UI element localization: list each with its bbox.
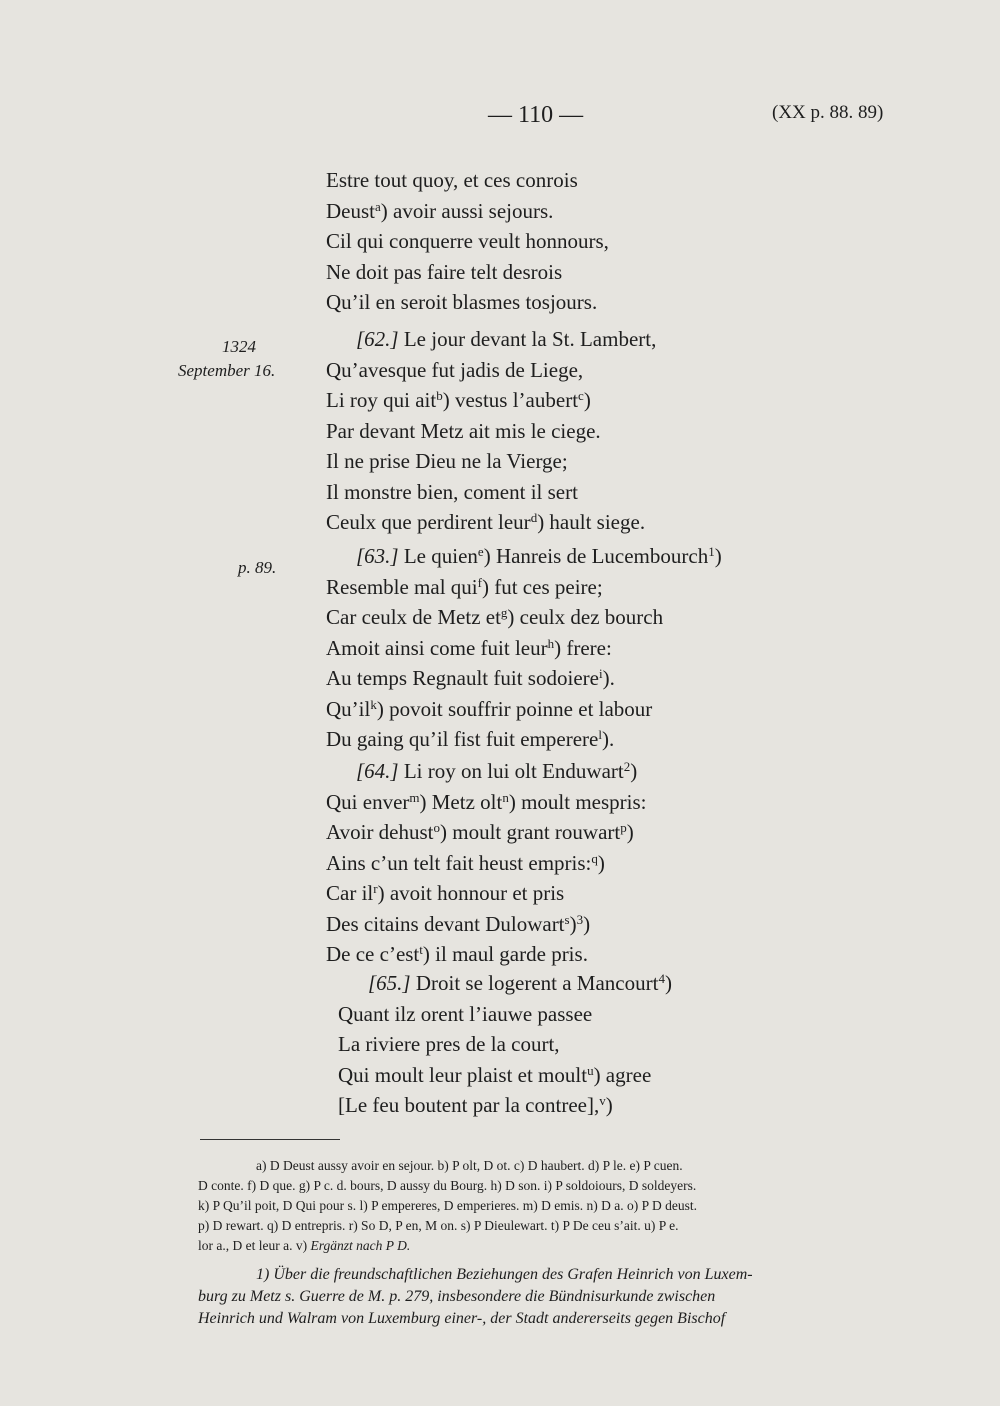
- variant-note-line: p) D rewart. q) D entrepris. r) So D, P en, M on. s) P Dieulewart. t) P De ceu s’ait. u) P e.: [198, 1218, 679, 1233]
- variant-note-line: D conte. f) D que. g) P c. d. bours, D aussy du Bourg. h) D son. i) P soldoiours, D soldeyers.: [198, 1178, 697, 1193]
- stanza-65: [338, 968, 672, 1121]
- verse-line: Deust$^a$) avoir aussi sejours.: [326, 198, 554, 223]
- margin-date: September 16.: [178, 361, 276, 380]
- stanza-intro: [326, 165, 609, 318]
- stanza-62: [326, 324, 656, 538]
- verse-line: Quant ilz orent l’iauwe passee: [338, 1001, 593, 1026]
- verse-line: Qui enver$^m$) Metz olt$^n$) moult mespris:: [326, 789, 647, 814]
- margin-year: 1324: [222, 337, 256, 356]
- verse-line: Qui moult leur plaist et moult$^u$) agree: [338, 1062, 652, 1087]
- verse-line: [63.] Le quien$^e$) Hanreis de Lucembourch$^1$): [356, 544, 722, 568]
- verse-line: Resemble mal qui$^f$) fut ces peire;: [326, 574, 603, 599]
- verse-line: Il ne prise Dieu ne la Vierge;: [326, 449, 568, 473]
- verse-line: Qu’il en seroit blasmes tosjours.: [326, 290, 598, 314]
- stanza-number: [62.]: [356, 327, 399, 351]
- page-reference: (XX p. 88. 89): [772, 102, 884, 123]
- variant-notes: [198, 1156, 938, 1256]
- verse-line: $Qu’il^k$) povoit souffrir poinne et labour: [326, 696, 653, 721]
- verse-line: Estre tout quoy, et ces conrois: [326, 168, 578, 192]
- stanza-number: [65.]: [368, 971, 411, 995]
- footnote-line: Heinrich und Walram von Luxemburg einer-, der Stadt andererseits gegen Bischof: [198, 1310, 726, 1327]
- variant-note-line: k) P Qu’il poit, D Qui pour s. l) P empereres, D emperieres. m) D emis. n) D a. o) P D deust.: [198, 1198, 698, 1213]
- verse-line: [62.] Le jour devant la St. Lambert,: [356, 327, 657, 351]
- verse-line: Ceulx que perdirent leur$^d$) hault siege.: [326, 510, 646, 534]
- margin-page-ref: p. 89.: [238, 558, 277, 577]
- verse-line: Par devant Metz ait mis le ciege.: [326, 418, 601, 443]
- verse-line: Ne doit pas faire telt desrois: [326, 259, 563, 284]
- verse-line: [64.] Li roy on lui olt Enduwart$^2$): [356, 759, 638, 783]
- variant-note-line: lor a., D et leur a. v) Ergänzt nach P D.: [198, 1238, 411, 1253]
- verse-line: Amoit ainsi come fuit leur$^h$) frere:: [326, 635, 612, 660]
- verse-line: Car $il^r$) avoit honnour et pris: [326, 881, 565, 905]
- verse-line: Cil qui conquerre veult honnours,: [326, 229, 609, 253]
- stanza-number: [64.]: [356, 759, 399, 783]
- verse-line: Li roy qui ait$^b$) vestus l’aubert$^c$): [326, 388, 591, 412]
- footnote-line: burg zu Metz s. Guerre de M. p. 279, insbesondere die Bündnisurkunde zwischen: [198, 1288, 716, 1305]
- verse-line: Au temps Regnault fuit sodoiere$^i$).: [326, 666, 615, 690]
- verse-line: De ce c’est$^t$) il maul garde pris.: [326, 942, 588, 966]
- verse-line: La riviere pres de la court,: [338, 1032, 560, 1056]
- verse-line: [Le feu boutent par la contree],$^v$): [338, 1093, 613, 1117]
- verse-line: Ains c’un telt fait heust empris:$^q$): [326, 850, 605, 875]
- verse-line: Des citains devant Dulowart$^s$)$^3$): [326, 911, 591, 936]
- footnote-line: 1) Über die freundschaftlichen Beziehungen des Grafen Heinrich von Luxem-: [256, 1266, 753, 1283]
- verse-line: Qu’avesque fut jadis de Liege,: [326, 357, 584, 382]
- verse-line: [65.] Droit se logerent a Mancourt$^4$): [368, 971, 672, 995]
- verse-line: Avoir dehust$^o$) moult grant rouwart$^p$): [326, 820, 634, 844]
- variant-note-line: a) D Deust aussy avoir en sejour. b) P olt, D ot. c) D haubert. d) P le. e) P cuen.: [256, 1158, 683, 1173]
- footnote-rule: [200, 1139, 340, 1140]
- stanza-63: [326, 541, 722, 755]
- verse-line: Car ceulx de Metz $et^g$) ceulx dez bourch: [326, 605, 664, 629]
- stanza-number: [63.]: [356, 544, 399, 568]
- verse-line: Du gaing qu’il fist fuit emperere$^l$).: [326, 727, 615, 751]
- footnote: [198, 1264, 938, 1330]
- page-number: — 110 —: [488, 102, 584, 128]
- stanza-64: [326, 756, 647, 970]
- verse-line: Il monstre bien, coment il sert: [326, 479, 578, 504]
